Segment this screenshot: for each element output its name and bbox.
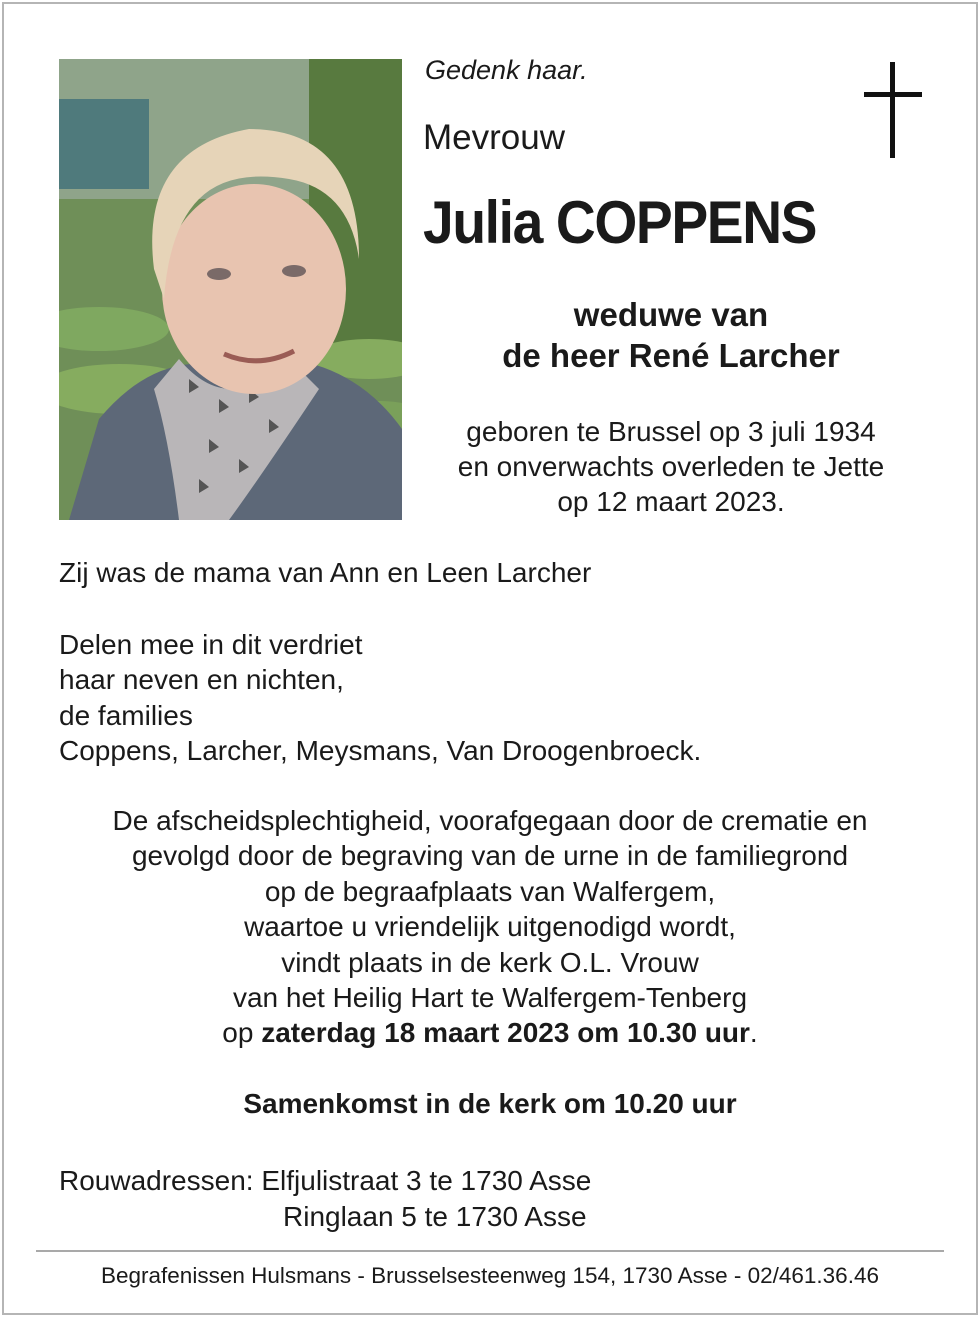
address-2: Ringlaan 5 te 1730 Asse <box>283 1201 587 1232</box>
latin-cross-icon <box>864 62 922 158</box>
sharing-line: de families <box>59 699 193 731</box>
deceased-name: Julia COPPENS <box>423 189 817 256</box>
gathering-line: Samenkomst in de kerk om 10.20 uur <box>243 1088 737 1119</box>
honorific: Mevrouw <box>423 118 565 157</box>
birth-line: geboren te Brussel op 3 juli 1934 <box>466 416 876 447</box>
addresses-label: Rouwadressen: <box>59 1165 262 1196</box>
death-line: en onverwachts overleden te Jette <box>457 451 885 482</box>
address-1: Elfjulistraat 3 te 1730 Asse <box>261 1165 592 1196</box>
sharing-block <box>59 627 701 769</box>
birth-death-block <box>420 414 922 519</box>
sharing-line: haar neven en nichten, <box>59 664 344 696</box>
motto: Gedenk haar. <box>425 55 588 85</box>
death-date-line: op 12 maart 2023. <box>557 486 785 517</box>
ceremony-line: vindt plaats in de kerk O.L. Vrouw <box>281 946 699 978</box>
address-line-1 <box>59 1163 591 1199</box>
mother-of-line: Zij was de mama van Ann en Leen Larcher <box>59 557 592 588</box>
widow-line-1: weduwe van <box>573 296 769 333</box>
ceremony-block <box>0 803 980 1051</box>
ceremony-date: zaterdag 18 maart 2023 om 10.30 uur <box>261 1017 750 1049</box>
ceremony-line: waartoe u vriendelijk uitgenodigd wordt, <box>244 911 736 943</box>
ceremony-line: De afscheidsplechtigheid, voorafgegaan door de crematie en <box>112 805 868 836</box>
portrait-photo <box>59 59 402 520</box>
footer-divider <box>36 1250 944 1252</box>
date-suffix: . <box>749 1017 758 1049</box>
portrait-illustration <box>59 59 402 520</box>
ceremony-line: gevolgd door de begraving van de urne in de familiegrond <box>131 840 849 872</box>
ceremony-line: van het Heilig Hart te Walfergem-Tenberg <box>232 982 748 1014</box>
widow-line-2: de heer René Larcher <box>502 337 840 374</box>
sharing-line: Coppens, Larcher, Meysmans, Van Droogenbroeck. <box>59 735 702 767</box>
ceremony-date-line <box>0 1015 980 1050</box>
funeral-home-footer: Begrafenissen Hulsmans - Brusselsesteenweg 154, 1730 Asse - 02/461.36.46 <box>101 1263 879 1288</box>
date-prefix: op <box>222 1017 262 1049</box>
sharing-line: Delen mee in dit verdriet <box>59 629 363 660</box>
addresses-block <box>59 1163 591 1235</box>
ceremony-line: op de begraafplaats van Walfergem, <box>264 875 716 907</box>
